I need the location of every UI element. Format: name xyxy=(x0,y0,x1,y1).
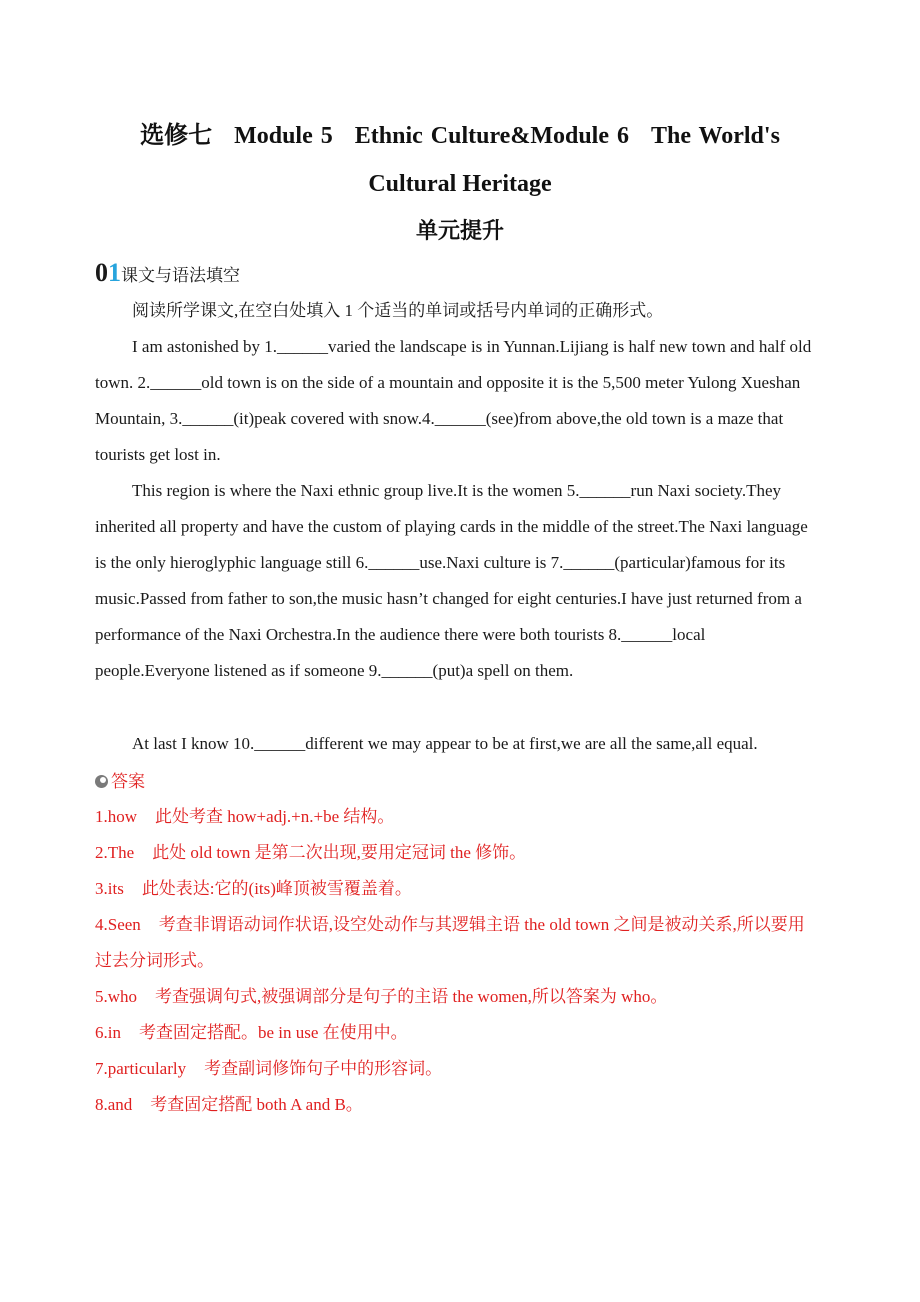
answer-heading-label: 答案 xyxy=(111,772,145,791)
title-module-6-name: The World's xyxy=(650,123,780,149)
passage-paragraph-1: I am astonished by 1.______varied the landscape is in Yunnan.Lijiang is half new town and half old town. 2.______old town is on the side of a mountain and opposite it is the 5,500 meter Yulong Xueshan Mountain, 3.______(it)peak covered with snow.4.______(see)from above,the old town is a maze that tourists get lost in. xyxy=(95,337,812,464)
answer-key: 4.Seen xyxy=(95,915,141,934)
section-number-zero: 0 xyxy=(95,258,108,287)
answer-item xyxy=(95,835,820,871)
section-number xyxy=(95,258,121,287)
title-module-5: Module 5 xyxy=(234,123,333,149)
page-title-line-2: Cultural Heritage xyxy=(368,171,552,197)
answer-key: 7.particularly xyxy=(95,1059,187,1078)
answer-item xyxy=(95,979,820,1015)
answer-note: 此处考查 how+adj.+n.+be 结构。 xyxy=(155,807,395,826)
answer-note: 考查非谓语动词作状语,设空处动作与其逻辑主语 the old town 之间是被动关系,所以要用过去分词形式。 xyxy=(95,915,805,970)
title-module-5-name: Ethnic Culture&Module 6 xyxy=(354,123,629,149)
answer-key: 5.who xyxy=(95,987,138,1006)
answer-note: 此处表达:它的(its)峰顶被雪覆盖着。 xyxy=(141,879,412,898)
answer-item xyxy=(95,1051,820,1087)
section-label: 课文与语法填空 xyxy=(121,266,240,285)
answer-icon xyxy=(95,775,108,788)
page-title-line-1 xyxy=(60,121,860,151)
answer-item xyxy=(95,1015,820,1051)
answer-note: 考查副词修饰句子中的形容词。 xyxy=(204,1059,443,1078)
answer-note: 考查强调句式,被强调部分是句子的主语 the women,所以答案为 who。 xyxy=(155,987,668,1006)
answer-key: 6.in xyxy=(95,1023,121,1042)
answer-key: 3.its xyxy=(95,879,124,898)
answer-note: 考查固定搭配 both A and B。 xyxy=(150,1095,363,1114)
answer-note: 此处 old town 是第二次出现,要用定冠词 the 修饰。 xyxy=(152,843,527,862)
answer-item xyxy=(95,1087,820,1123)
answer-key: 2.The xyxy=(95,843,135,862)
answer-item xyxy=(95,799,820,835)
answer-key: 1.how xyxy=(95,807,138,826)
instruction-text: 阅读所学课文,在空白处填入 1 个适当的单词或括号内单词的正确形式。 xyxy=(132,301,664,320)
passage-paragraph-2: This region is where the Naxi ethnic group live.It is the women 5.______run Naxi society.They inherited all property and have the custom of playing cards in the middle of the street.The Naxi language is the only hieroglyphic language still 6.______use.Naxi culture is 7.______(particular)famous for its music.Passed from father to son,the music hasn’t changed for eight centuries.I have just returned from a performance of the Naxi Orchestra.In the audience there were both tourists 8.______local people.Everyone listened as if someone 9.______(put)a spell on them. xyxy=(95,481,808,680)
title-prefix: 选修七 xyxy=(140,123,213,149)
passage-paragraph-3: At last I know 10.______different we may appear to be at first,we are all the same,all equal. xyxy=(132,734,758,753)
section-number-one: 1 xyxy=(108,258,121,287)
answer-key: 8.and xyxy=(95,1095,133,1114)
section-heading xyxy=(95,258,240,290)
answer-note: 考查固定搭配。be in use 在使用中。 xyxy=(138,1023,408,1042)
answer-item xyxy=(95,907,820,979)
answer-item xyxy=(95,871,820,907)
answer-heading xyxy=(95,767,145,797)
page-subtitle: 单元提升 xyxy=(415,219,504,244)
